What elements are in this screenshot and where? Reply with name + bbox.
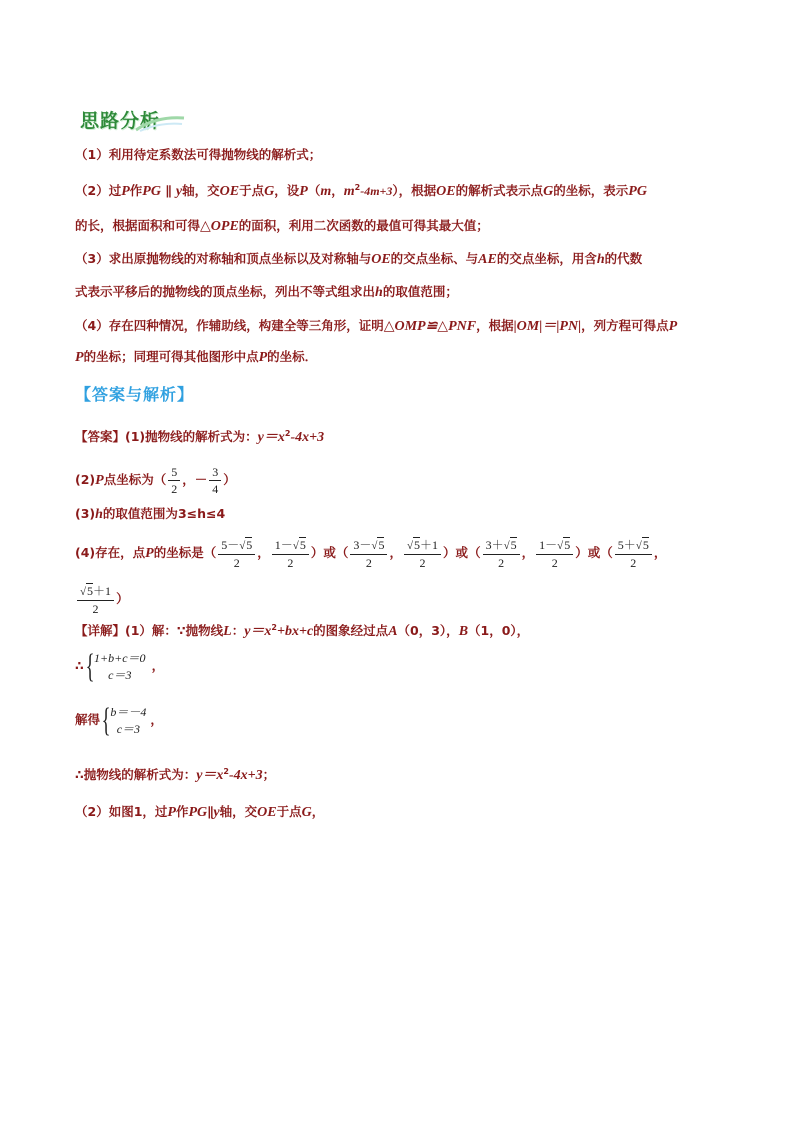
text: ；: [262, 767, 276, 782]
var-P: P: [258, 350, 268, 365]
text: ）: [575, 545, 588, 560]
exponent: 2: [223, 766, 229, 776]
numerator: [404, 538, 441, 555]
var-h: h: [95, 507, 103, 522]
var-PG: PG: [628, 184, 647, 199]
brace-icon: {: [101, 701, 111, 739]
sqrt-icon: √: [406, 539, 414, 552]
detail-system-2: [75, 700, 163, 740]
formula: -4x+3: [229, 768, 263, 783]
num-part: 1－: [539, 537, 558, 552]
var-y: y: [213, 805, 220, 820]
analysis-line-1: [75, 146, 321, 164]
formula: -4x+3: [290, 430, 325, 445]
var-L: L: [223, 624, 232, 639]
radicand: 5: [564, 537, 571, 552]
var-PG: PG: [188, 805, 208, 820]
numerator: [536, 538, 573, 555]
text: 的解析式表示点: [455, 183, 544, 198]
answer-line-3: [75, 505, 225, 524]
text: （: [307, 183, 321, 198]
radicand: 5: [299, 537, 306, 552]
text: ，: [150, 712, 163, 727]
detail-line-4: [75, 766, 275, 785]
fraction: [483, 538, 520, 570]
text: 的坐标．: [267, 349, 318, 364]
var-G: G: [543, 184, 554, 199]
var-y: y: [175, 184, 183, 199]
text: ，列方程可得点: [581, 318, 669, 333]
system-rows: [94, 650, 146, 684]
fraction: [272, 538, 309, 570]
text: (1）解：∵抛物线: [125, 623, 224, 638]
text: ，根据: [398, 183, 437, 198]
text: （2）如图1，过: [75, 804, 168, 819]
equation: c＝3: [108, 667, 132, 682]
detail-label: 【详解】: [75, 623, 126, 638]
text: ）: [392, 183, 399, 198]
text: ，: [151, 658, 165, 673]
text: 的坐标是（: [153, 545, 217, 560]
text: 或: [587, 545, 601, 560]
denominator: 2: [233, 555, 240, 570]
num-part: 5＋: [617, 537, 636, 552]
text: 于点: [276, 804, 302, 819]
numerator: [77, 584, 114, 601]
var-OE: OE: [257, 805, 277, 820]
equation: 1+b+c＝0: [94, 650, 146, 665]
var-h: h: [375, 285, 383, 300]
text: 的交点坐标、与: [390, 251, 479, 266]
numerator: [615, 538, 652, 555]
fraction: [209, 465, 221, 496]
text: 作: [129, 183, 143, 198]
var-P: P: [95, 473, 104, 488]
radicand: 5: [642, 537, 649, 552]
var-triangle: △OPE: [200, 219, 239, 234]
num-part: 1－: [274, 537, 293, 552]
analysis-line-5: [75, 283, 458, 302]
expr: -4m+3: [360, 184, 393, 198]
analysis-line-3: [75, 217, 489, 236]
text: ，根据: [476, 318, 514, 333]
logo-swoosh-icon: [134, 114, 186, 132]
answer-section-header: 【答案与解析】: [75, 385, 195, 404]
therefore-icon: ∴: [75, 658, 84, 673]
radicand: 5: [510, 537, 517, 552]
var-P: P: [668, 319, 678, 334]
text: 或: [455, 545, 469, 560]
text: （3）求出原抛物线的对称轴和顶点坐标以及对称轴与: [75, 251, 372, 266]
fraction: [168, 465, 180, 496]
formula: y＝x: [244, 624, 272, 639]
text: ）: [223, 472, 236, 487]
text: 的长，根据面积和可得: [75, 218, 201, 233]
fraction: [218, 538, 255, 570]
analysis-line-7: [75, 348, 317, 367]
answer-line-2: [75, 462, 236, 499]
var-P: P: [145, 546, 154, 561]
radicand: 5: [246, 537, 253, 552]
fraction: [77, 584, 114, 616]
text: （: [600, 545, 613, 560]
denominator: 4: [212, 482, 219, 496]
var-A: A: [388, 624, 398, 639]
text: (1)抛物线的解析式为：: [125, 429, 258, 444]
var-PG: PG: [142, 184, 161, 199]
var-G: G: [301, 805, 312, 820]
text: 解得: [75, 712, 101, 727]
equation-system: [100, 701, 147, 739]
sqrt-icon: √: [557, 539, 564, 552]
answer-label: 【答案】: [75, 429, 126, 444]
text: ，: [521, 545, 535, 560]
var-OE: OE: [219, 184, 240, 199]
numerator: [350, 538, 387, 555]
numerator: [218, 538, 255, 555]
denominator: 2: [287, 555, 294, 570]
text: 或: [323, 545, 336, 560]
var-P: P: [299, 184, 308, 199]
num-part: ＋1: [420, 537, 439, 552]
fraction: [615, 538, 652, 570]
text: 的坐标，表示: [553, 183, 629, 198]
text: (4)存在，点: [75, 545, 146, 560]
text: 的交点坐标，用含: [496, 251, 597, 266]
system-rows: [110, 704, 146, 738]
exponent: 2: [354, 182, 361, 192]
radicand: 5: [87, 583, 94, 598]
text: ，: [653, 545, 667, 560]
range: 3≤h≤4: [177, 506, 226, 521]
text: ，: [331, 183, 344, 198]
text: 的取值范围；: [382, 284, 458, 299]
sqrt-icon: √: [239, 539, 246, 552]
text: ，: [257, 545, 270, 560]
answer-line-1: [75, 428, 324, 447]
detail-system-1: [75, 646, 164, 686]
brace-icon: {: [85, 647, 95, 685]
denominator: 2: [630, 555, 637, 570]
answer-line-4: [75, 535, 666, 572]
sqrt-icon: √: [80, 585, 87, 598]
analysis-line-4: [75, 250, 642, 269]
text: ∴抛物线的解析式为：: [75, 767, 197, 782]
fraction: [350, 538, 387, 570]
var-B: B: [458, 624, 469, 639]
var-G: G: [264, 184, 275, 199]
radicand: 5: [414, 537, 421, 552]
analysis-text: （1）利用待定系数法可得抛物线的解析式；: [75, 147, 322, 162]
equation: c＝3: [116, 721, 141, 736]
text: (2): [75, 472, 96, 487]
text: ）: [443, 545, 456, 560]
detail-line-5: [75, 803, 324, 822]
text: 点坐标为（: [103, 472, 167, 487]
var-P: P: [167, 805, 176, 820]
logo-text: 思路分析: [80, 110, 161, 132]
fraction: [536, 538, 573, 570]
denominator: 2: [419, 555, 426, 570]
num-part: 3－: [353, 537, 372, 552]
var-m: m: [320, 184, 332, 199]
text: 轴，交: [182, 183, 220, 198]
text: （4）存在四种情况，作辅助线，构建全等三角形，证明: [75, 318, 384, 333]
formula: +bx+c: [277, 624, 314, 639]
var-P: P: [75, 350, 84, 365]
sqrt-icon: √: [292, 539, 299, 552]
num-part: ＋1: [93, 583, 112, 598]
text: (3): [75, 506, 96, 521]
text: 式表示平移后的抛物线的顶点坐标，列出不等式组求出: [75, 284, 376, 299]
text: （2）过: [75, 183, 122, 198]
text: ：: [231, 623, 245, 638]
numerator: [272, 538, 309, 555]
numerator: 3: [209, 465, 221, 481]
radicand: 5: [378, 537, 385, 552]
text: 作: [175, 804, 189, 819]
equation-system: [84, 647, 146, 685]
text: ，－: [182, 472, 208, 487]
denominator: 2: [551, 555, 558, 570]
text: 轴，交: [219, 804, 258, 819]
formula: y＝x: [196, 768, 224, 783]
var-m: m: [343, 184, 355, 199]
text: （: [335, 545, 349, 560]
var-AE: AE: [478, 252, 497, 267]
exponent: 2: [271, 622, 277, 632]
analysis-line-6: [75, 317, 677, 336]
num-part: 5－: [221, 537, 240, 552]
exponent: 2: [284, 428, 291, 438]
num-part: 3＋: [485, 537, 504, 552]
var-OE: OE: [436, 184, 456, 199]
text: 的图象经过点: [313, 623, 389, 638]
text: 的面积，利用二次函数的最值可得其最大值；: [238, 218, 489, 233]
text: 的取值范围为: [102, 506, 178, 521]
text: ，: [389, 545, 402, 560]
sqrt-icon: √: [371, 539, 378, 552]
text: ，: [311, 804, 325, 819]
var-OE: OE: [371, 252, 391, 267]
detail-line-1: [75, 622, 529, 641]
text: ）: [116, 591, 129, 606]
text: ）: [310, 545, 324, 560]
formula: y＝x: [257, 430, 285, 445]
var-h: h: [596, 252, 605, 267]
text: 的坐标；同理可得其他图形中点: [83, 349, 259, 364]
denominator: 2: [92, 601, 99, 616]
section-logo: [76, 104, 186, 134]
answer-line-4-cont: [75, 581, 129, 617]
denominator: 2: [365, 555, 372, 570]
var-congruence: △OMP≌△PNF: [383, 319, 477, 334]
analysis-line-2: （2）过P作PG ∥ y轴，交OE于点G，设P（m，$m^2-4m+3$），根据OE的解析式表示点G的坐标，表示PG: [75, 182, 647, 199]
text: （: [468, 545, 481, 560]
coord: （1，0），: [468, 623, 530, 638]
fraction: [404, 538, 441, 570]
text: 的代数: [604, 251, 643, 266]
sqrt-icon: √: [503, 539, 510, 552]
var-P: P: [121, 184, 130, 199]
numerator: 5: [168, 465, 180, 481]
coord: （0，3），: [397, 623, 459, 638]
numerator: [483, 538, 520, 555]
text: ，设: [274, 183, 300, 198]
equation: b＝－4: [110, 704, 147, 719]
text: 于点: [239, 183, 265, 198]
text: ∥: [207, 804, 214, 819]
sqrt-icon: √: [635, 539, 642, 552]
denominator: 2: [171, 482, 178, 496]
denominator: 2: [498, 555, 505, 570]
var-equation: |OM|＝|PN|: [513, 319, 582, 334]
